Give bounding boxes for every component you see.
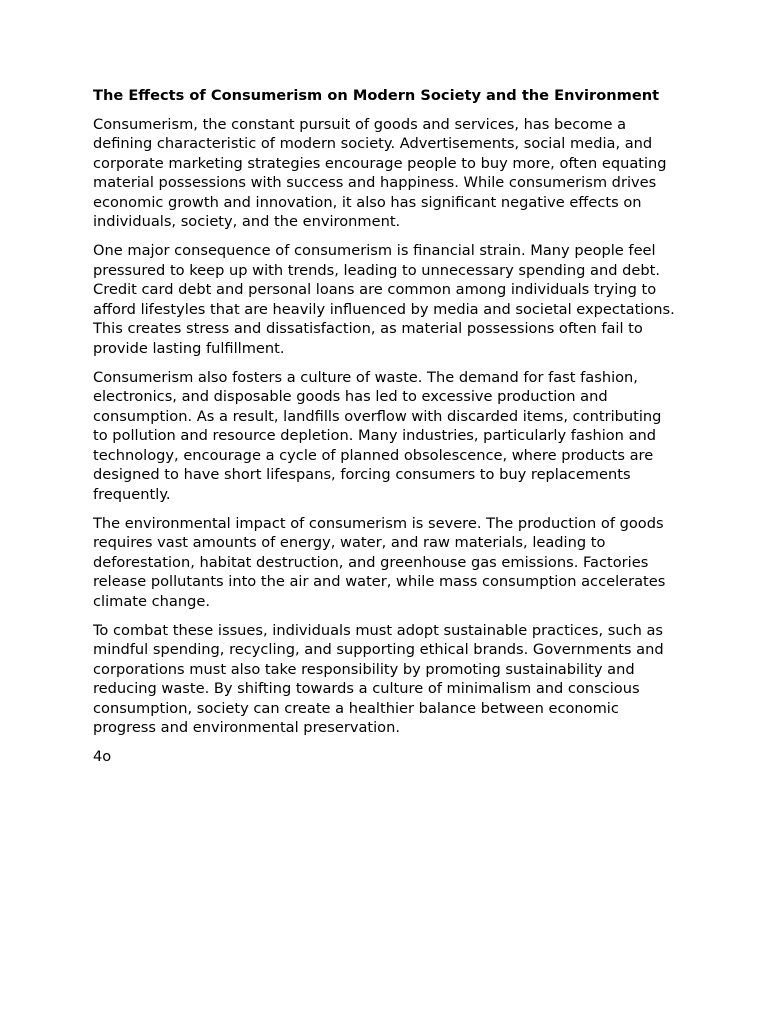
paragraph-environmental-impact: The environmental impact of consumerism is severe. The production of goods requires vast amounts of energy, water, and raw materials, leading to deforestation, habitat destruction, and greenhouse gas emissions. Factories release pollutants into the air and water, while mass consumption accelerates climate change. bbox=[93, 514, 666, 610]
trailing-note: 4o bbox=[93, 748, 112, 765]
paragraph-intro: Consumerism, the constant pursuit of goods and services, has become a defining characteristic of modern society. Advertisements, social media, and corporate marketing strategies encourage people to buy more, often equating material possessions with success and happiness. While consumerism drives economic growth and innovation, it also has significant negative effects on individuals, society, and the environment. bbox=[93, 115, 667, 230]
document-title: The Effects of Consumerism on Modern Society and the Environment bbox=[93, 87, 660, 104]
document-page bbox=[93, 86, 678, 767]
paragraph-culture-of-waste: Consumerism also fosters a culture of waste. The demand for fast fashion, electronics, and disposable goods has led to excessive production and consumption. As a result, landfills overflow with discarded items, contributing to pollution and resource depletion. Many industries, particularly fashion and technology, encourage a cycle of planned obsolescence, where products are designed to have short lifespans, forcing consumers to buy replacements frequently. bbox=[93, 368, 662, 503]
paragraph-financial-strain: One major consequence of consumerism is financial strain. Many people feel pressured to keep up with trends, leading to unnecessary spending and debt. Credit card debt and personal loans are common among individuals trying to afford lifestyles that are heavily influenced by media and societal expectations. This creates stress and dissatisfaction, as material possessions often fail to provide lasting fulfillment. bbox=[93, 242, 675, 357]
paragraph-solutions: To combat these issues, individuals must adopt sustainable practices, such as mindful spending, recycling, and supporting ethical brands. Governments and corporations must also take responsibility by promoting sustainability and reducing waste. By shifting towards a culture of minimalism and conscious consumption, society can create a healthier balance between economic progress and environmental preservation. bbox=[93, 621, 664, 736]
